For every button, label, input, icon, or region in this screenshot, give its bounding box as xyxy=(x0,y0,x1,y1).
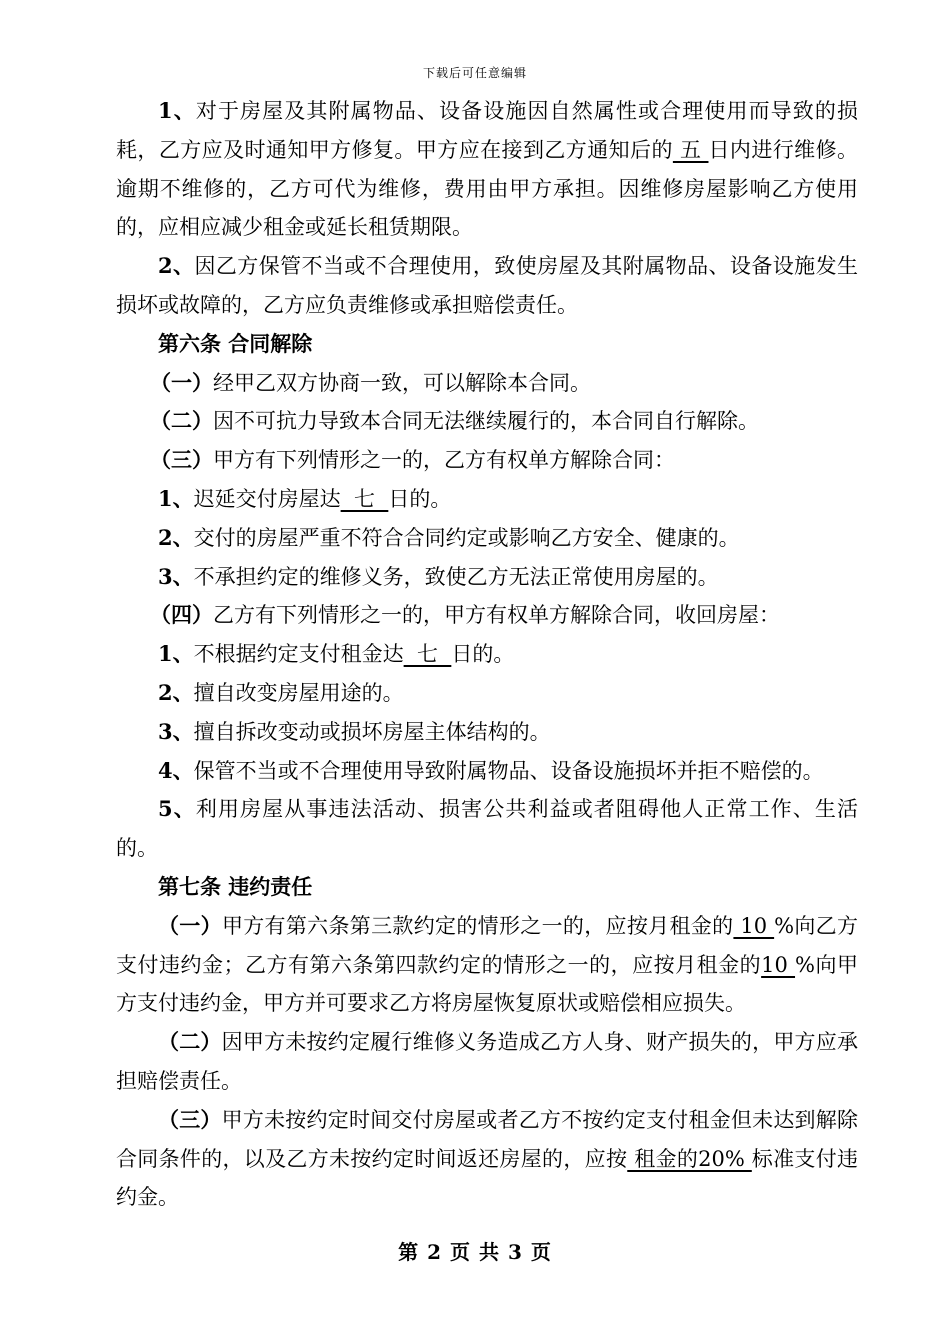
clause-6-1 xyxy=(116,364,858,403)
clause-number: （四） xyxy=(150,602,213,628)
clause-7-2 xyxy=(116,1023,858,1101)
clause-6-4-5 xyxy=(116,790,858,868)
clause-text: 日内进行维修。逾期不维修的，乙方可代为维修，费用由甲方承担。因维修房屋影响乙方使用的，应相应减少租金或延长租赁期限。 xyxy=(116,137,858,240)
clause-text: 甲方未按约定时间交付房屋或者乙方不按约定支付租金但未达到解除合同条件的，以及乙方未按约定时间返还房屋的，应按 xyxy=(116,1107,858,1171)
clause-text: 日的。 xyxy=(451,642,515,667)
fill-blank-penalty-rate-tenant: 10 xyxy=(761,952,796,977)
clause-text: 甲方有下列情形之一的，乙方有权单方解除合同： xyxy=(213,448,675,473)
fill-blank-penalty-standard: 租金的20% xyxy=(627,1146,752,1171)
clause-number: 2、 xyxy=(158,253,195,279)
clause-6-3-2 xyxy=(116,519,858,558)
clause-text: %向甲方支付违约金，甲方并可要求乙方将房屋恢复原状或赔偿相应损失。 xyxy=(116,952,858,1016)
clause-text: 不承担约定的维修义务，致使乙方无法正常使用房屋的。 xyxy=(193,564,719,589)
clause-text: 保管不当或不合理使用导致附属物品、设备设施损坏并拒不赔偿的。 xyxy=(193,758,824,783)
fill-blank-penalty-rate-landlord: 10 xyxy=(733,913,775,938)
fill-blank-delay-days: 七 xyxy=(340,486,389,511)
clause-text: 擅自改变房屋用途的。 xyxy=(193,680,404,705)
clause-text: 日的。 xyxy=(388,486,452,511)
clause-number: 2、 xyxy=(158,524,194,550)
clause-text: 因不可抗力导致本合同无法继续履行的，本合同自行解除。 xyxy=(213,409,759,434)
clause-7-3 xyxy=(116,1101,858,1217)
clause-6-3-3 xyxy=(116,558,858,597)
clause-text: 迟延交付房屋达 xyxy=(193,486,341,511)
clause-number: 1、 xyxy=(158,98,196,123)
clause-number: 4、 xyxy=(158,757,194,783)
clause-text: 交付的房屋严重不符合合同约定或影响乙方安全、健康的。 xyxy=(193,525,740,550)
fill-blank-rent-days: 七 xyxy=(403,642,452,667)
clause-text: 不根据约定支付租金达 xyxy=(193,642,404,667)
clause-number: 1、 xyxy=(158,641,194,667)
page-number: 第 2 页 共 3 页 xyxy=(398,1240,552,1264)
clause-6-2 xyxy=(116,402,858,441)
clause-text: 甲方有第六条第三款约定的情形之一的，应按月租金的 xyxy=(221,913,734,938)
clause-number: （三） xyxy=(150,447,213,473)
clause-text: 因甲方未按约定履行维修义务造成乙方人身、财产损失的，甲方应承担赔偿责任。 xyxy=(116,1030,858,1093)
clause-text: 因乙方保管不当或不合理使用，致使房屋及其附属物品、设备设施发生损坏或故障的，乙方应负责维修或承担赔偿责任。 xyxy=(116,254,858,317)
clause-number: 3、 xyxy=(158,718,194,744)
clause-text: 标准支付违约金。 xyxy=(116,1146,859,1210)
clause-text: 对于房屋及其附属物品、设备设施因自然属性或合理使用而导致的损耗，乙方应及时通知甲方修复。甲方应在接到乙方通知后的 xyxy=(116,99,858,162)
clause-6-4-3 xyxy=(116,713,858,752)
clause-number: 3、 xyxy=(158,563,194,589)
clause-text: %向乙方支付违约金；乙方有第六条第四款约定的情形之一的，应按月租金的 xyxy=(116,913,858,977)
clause-text: 擅自拆改变动或损坏房屋主体结构的。 xyxy=(193,719,551,744)
clause-text: 经甲乙双方协商一致，可以解除本合同。 xyxy=(213,370,591,395)
page-header: 下载后可任意编辑 xyxy=(422,66,527,80)
clause-text: 利用房屋从事违法活动、损害公共利益或者阻碍他人正常工作、生活的。 xyxy=(116,797,858,861)
clause-6-3-1 xyxy=(116,480,858,519)
clause-number: 5、 xyxy=(158,796,196,822)
clause-number: 2、 xyxy=(158,679,194,705)
clause-text: 乙方有下列情形之一的，甲方有权单方解除合同，收回房屋： xyxy=(213,603,780,628)
clause-number: （一） xyxy=(150,369,213,395)
clause-6-4-2 xyxy=(116,674,858,713)
clause-6-4-4 xyxy=(116,752,858,791)
contract-body xyxy=(116,92,858,1217)
clause-6-3 xyxy=(116,441,858,480)
fill-blank-repair-days: 五 xyxy=(672,137,709,162)
clause-number: （二） xyxy=(150,408,213,434)
clause-6-4 xyxy=(116,596,858,635)
article-6-heading: 第六条 合同解除 xyxy=(158,330,313,356)
clause-number: （一） xyxy=(158,912,222,938)
clause-6-4-1 xyxy=(116,635,858,674)
article-7-heading: 第七条 违约责任 xyxy=(158,873,313,899)
clause-5-1 xyxy=(116,92,858,247)
clause-number: （二） xyxy=(158,1029,222,1055)
clause-5-2 xyxy=(116,247,858,325)
clause-7-1 xyxy=(116,907,858,1023)
clause-number: 1、 xyxy=(158,485,194,511)
clause-number: （三） xyxy=(158,1106,222,1132)
